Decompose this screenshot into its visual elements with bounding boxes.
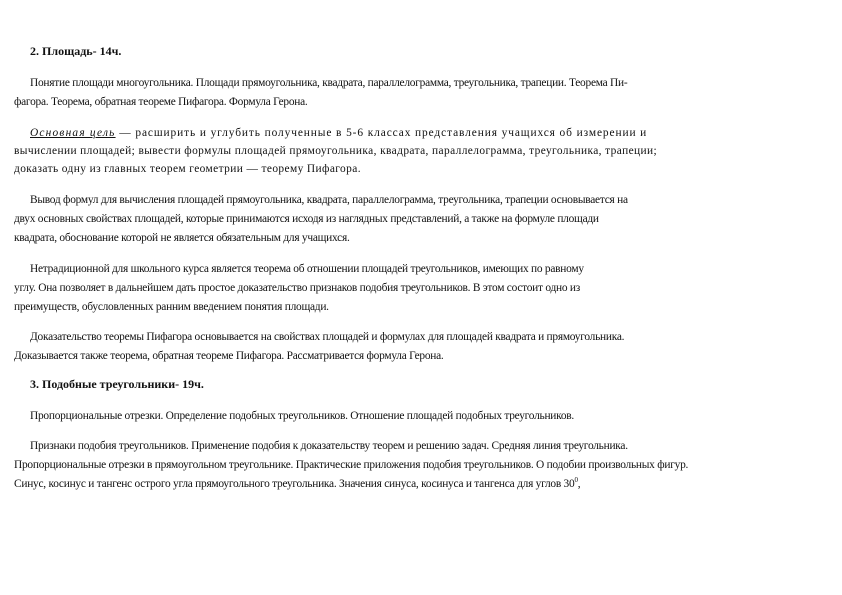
goal-text: — расширить и углубить полученные в 5-6 классах представления учащихся об измерении и bbox=[115, 127, 648, 139]
paragraph-2-line-2: углу. Она позволяет в дальнейшем дать простое доказательство признаков подобия треугольников. В этом состоит одно из bbox=[14, 282, 580, 294]
goal-label: Основная цель bbox=[30, 127, 116, 139]
section-2-goal-line-3: доказать одну из главных теорем геометрии — теорему Пифагора. bbox=[14, 163, 361, 175]
paragraph-2-line-1: Нетрадиционной для школьного курса является теорема об отношении площадей треугольников, имеющих по равному bbox=[30, 263, 584, 275]
degree-superscript: 0 bbox=[574, 476, 578, 484]
section-3-topics: Пропорциональные отрезки. Определение подобных треугольников. Отношение площадей подобных треугольников. bbox=[30, 410, 575, 422]
paragraph-3-line-2: Доказывается также теорема, обратная теореме Пифагора. Рассматривается формула Герона. bbox=[14, 350, 444, 362]
paragraph-1-line-1: Вывод формул для вычисления площадей прямоугольника, квадрата, параллелограмма, треугольника, трапеции основывается на bbox=[30, 194, 628, 206]
section-2-goal-line-1 bbox=[30, 126, 814, 140]
paragraph-1-line-3: квадрата, обоснование которой не является обязательным для учащихся. bbox=[14, 232, 350, 244]
section-3-paragraph-line-1: Признаки подобия треугольников. Применение подобия к доказательству теорем и решению задач. Средняя линия треугольника. bbox=[30, 440, 628, 452]
section-3-paragraph-line-3 bbox=[14, 477, 814, 491]
section-3-paragraph-text: Синус, косинус и тангенс острого угла прямоугольного треугольника. Значения синуса, косинуса и тангенса для углов 30 bbox=[14, 478, 575, 490]
section-2-topics-line-2: фагора. Теорема, обратная теореме Пифагора. Формула Герона. bbox=[14, 96, 308, 108]
section-2-topics-line-1: Понятие площади многоугольника. Площади прямоугольника, квадрата, параллелограмма, треугольника, трапеции. Теорема Пи- bbox=[30, 77, 628, 89]
paragraph-3-line-1: Доказательство теоремы Пифагора основывается на свойствах площадей и формулах для площадей квадрата и прямоугольника. bbox=[30, 331, 625, 343]
section-3-paragraph-line-2: Пропорциональные отрезки в прямоугольном треугольнике. Практические приложения подобия треугольников. О подобии произвольных фигур. bbox=[14, 459, 689, 471]
paragraph-1-line-2: двух основных свойствах площадей, которые принимаются исходя из наглядных представлений, а также на формуле площади bbox=[14, 213, 599, 225]
section-3-title: 3. Подобные треугольники- 19ч. bbox=[30, 377, 204, 391]
section-2-title: 2. Площадь- 14ч. bbox=[30, 44, 122, 58]
paragraph-2-line-3: преимуществ, обусловленных ранним введением понятия площади. bbox=[14, 301, 329, 313]
trailing-comma: , bbox=[577, 478, 581, 490]
section-2-goal-line-2: вычислении площадей; вывести формулы площадей прямоугольника, квадрата, параллелограмма, треугольника, трапеции; bbox=[14, 145, 658, 157]
